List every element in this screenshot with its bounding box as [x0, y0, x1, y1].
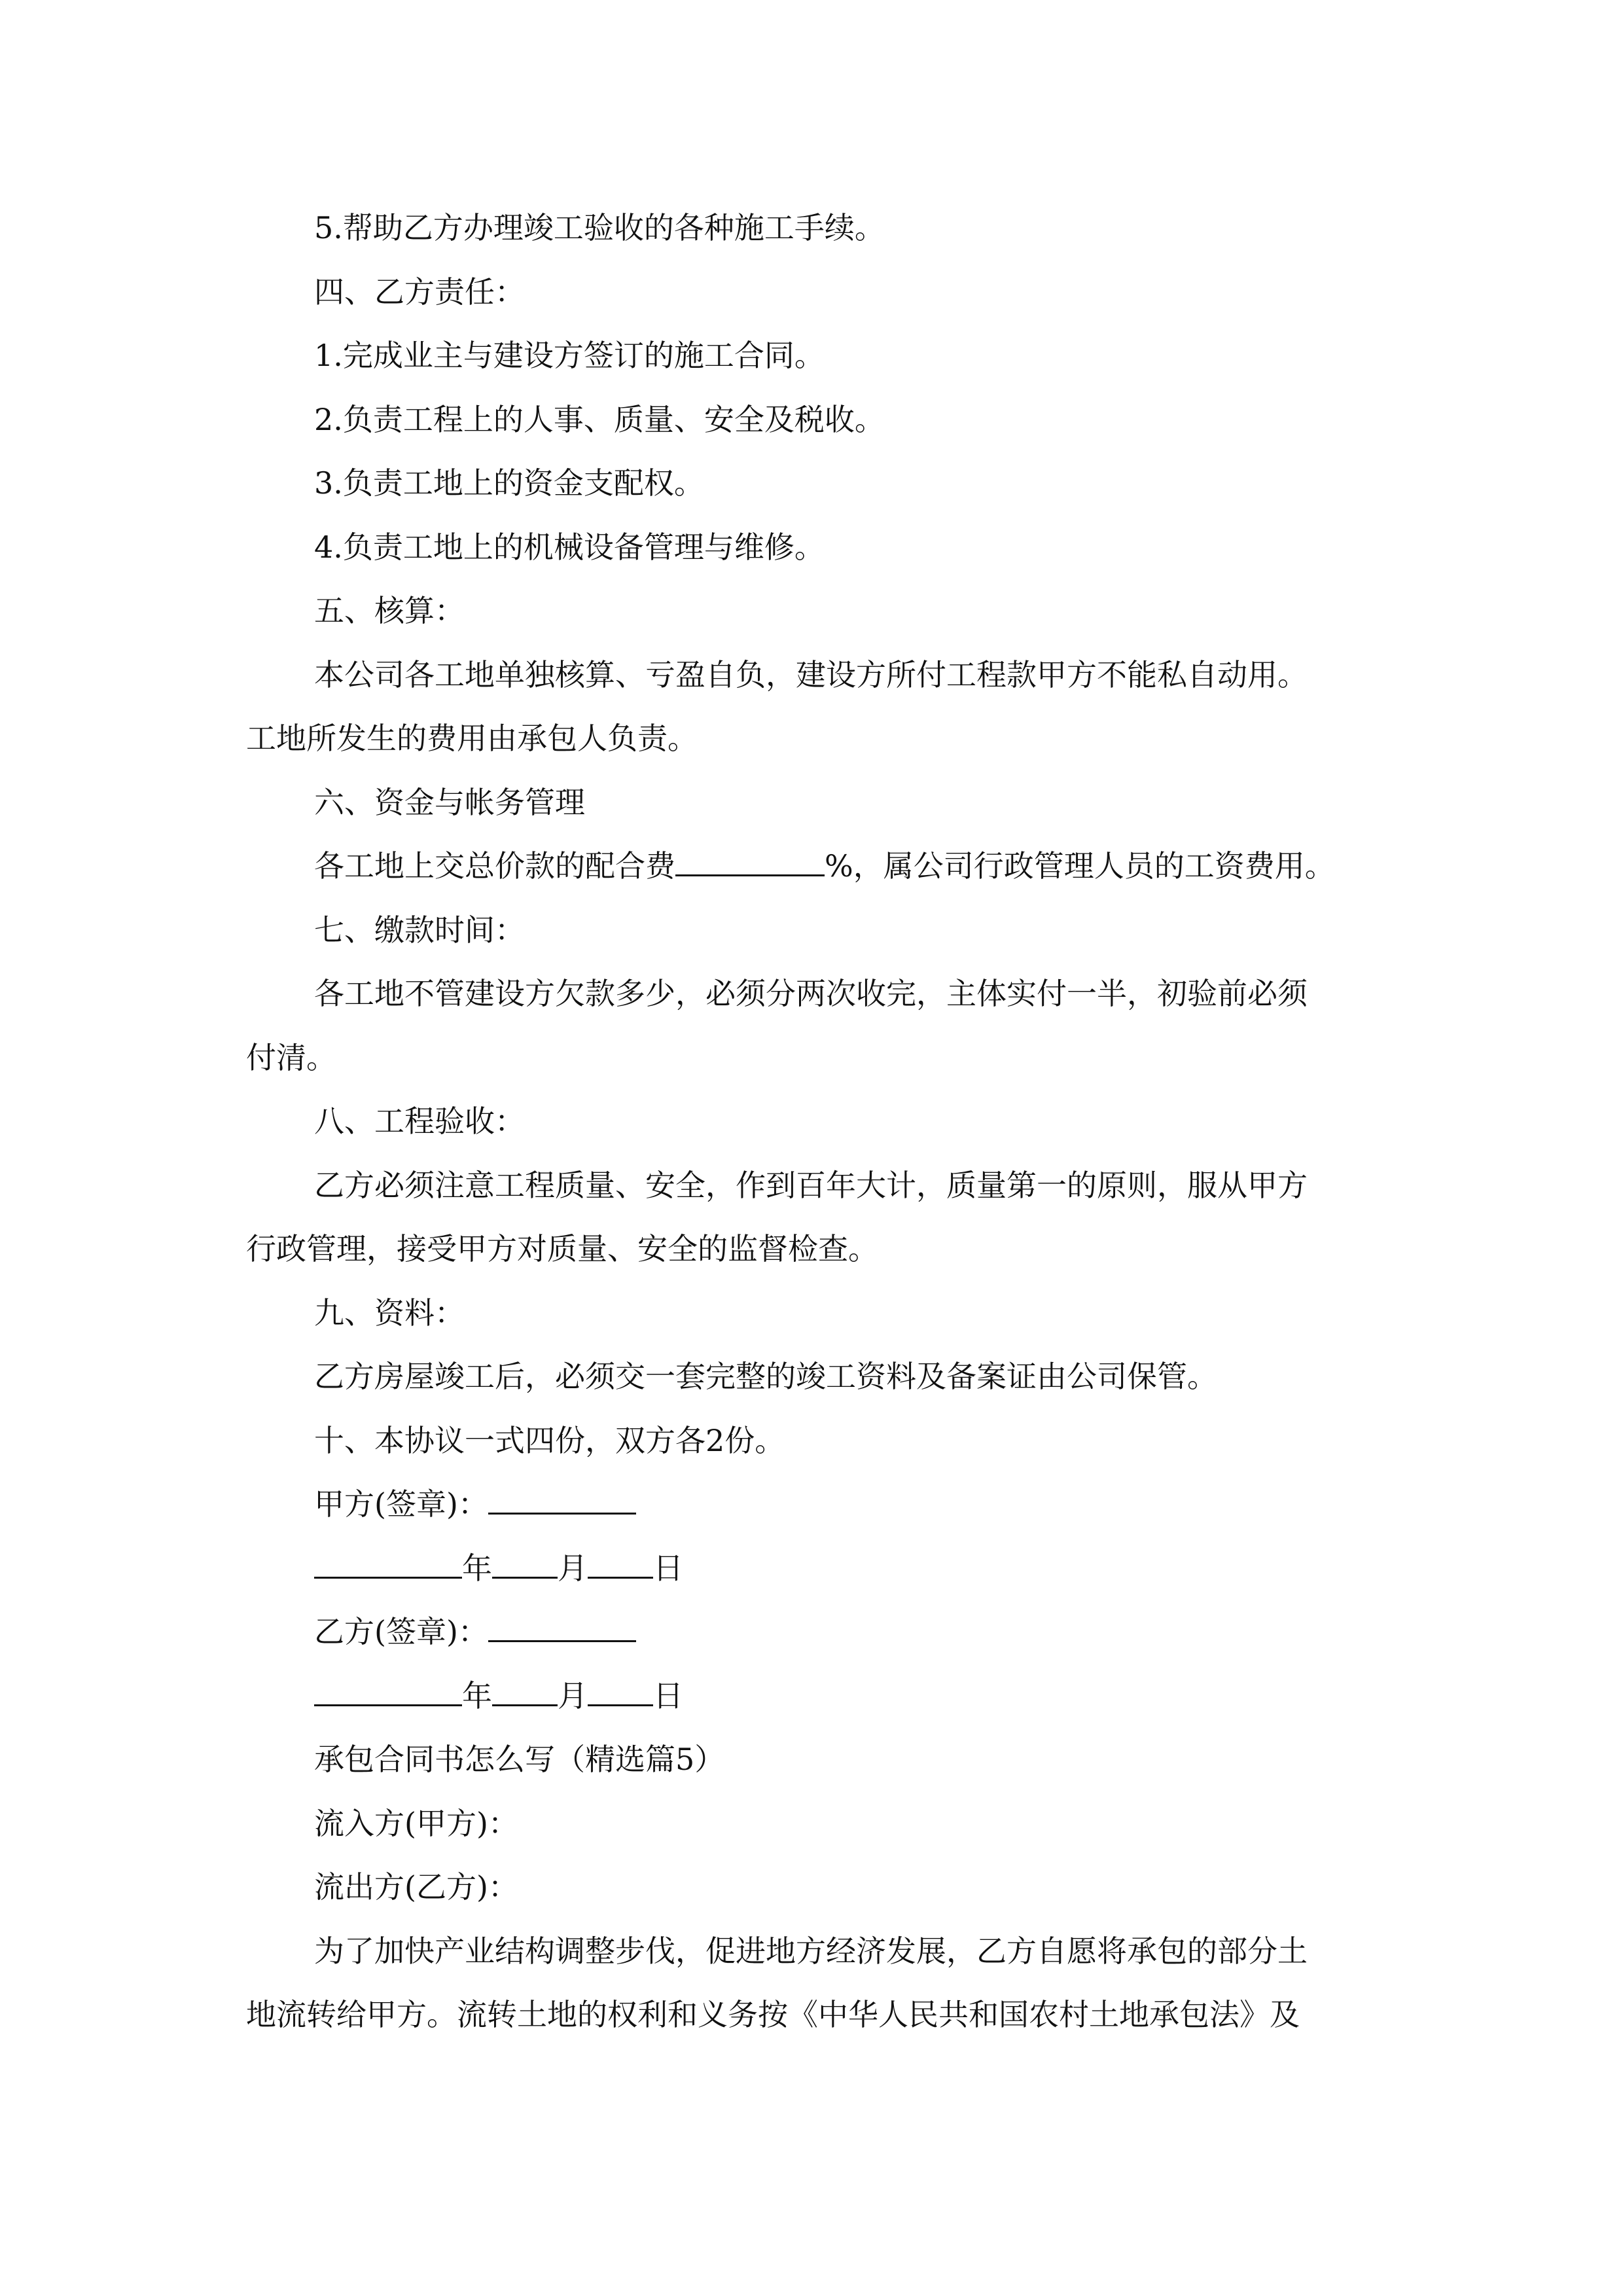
- section-heading-4: 四、乙方责任：: [314, 274, 525, 310]
- party-a-date: [246, 1537, 1398, 1601]
- paragraph-line: 乙方房屋竣工后，必须交一套完整的竣工资料及备案证由公司保管。: [314, 1359, 1217, 1394]
- paragraph-line: 工地所发生的费用由承包人负责。: [246, 721, 698, 756]
- fee-line: [246, 834, 1398, 899]
- clause-1: 1.完成业主与建设方签订的施工合同。: [314, 338, 825, 373]
- year-label: 年: [462, 1550, 492, 1586]
- signature-label: 乙方(签章)：: [314, 1614, 488, 1649]
- party-b-signature: [246, 1600, 1398, 1664]
- party-a-signature: [246, 1473, 1398, 1537]
- section-heading-10: 十、本协议一式四份，双方各2份。: [314, 1422, 785, 1458]
- contract-title: 承包合同书怎么写（精选篇5）: [314, 1742, 725, 1777]
- day-label: 日: [653, 1550, 683, 1586]
- clause-4: 4.负责工地上的机械设备管理与维修。: [314, 529, 825, 565]
- section-heading-5: 五、核算：: [314, 593, 465, 628]
- section-heading-7: 七、缴款时间：: [314, 912, 525, 948]
- paragraph-line: 为了加快产业结构调整步伐，促进地方经济发展，乙方自愿将承包的部分土: [314, 1933, 1308, 1969]
- paragraph-line: 行政管理，接受甲方对质量、安全的监督检查。: [246, 1231, 878, 1266]
- clause-5: 5.帮助乙方办理竣工验收的各种施工手续。: [314, 210, 885, 245]
- signature-label: 甲方(签章)：: [314, 1486, 488, 1522]
- party-b-date: [246, 1664, 1398, 1729]
- party-b-label: 流出方(乙方)：: [314, 1869, 518, 1905]
- paragraph-line: 付清。: [246, 1039, 336, 1075]
- clause-2: 2.负责工程上的人事、质量、安全及税收。: [314, 401, 885, 437]
- section-heading-9: 九、资料：: [314, 1295, 465, 1331]
- signature-blank: [488, 1484, 636, 1515]
- document-body: [246, 196, 1398, 2047]
- month-blank: [492, 1676, 558, 1706]
- fee-percent-blank: [675, 846, 825, 876]
- signature-blank: [488, 1611, 636, 1642]
- day-blank: [588, 1676, 653, 1706]
- paragraph-line: 本公司各工地单独核算、亏盈自负，建设方所付工程款甲方不能私自动用。: [314, 656, 1308, 692]
- day-label: 日: [653, 1677, 683, 1713]
- section-heading-8: 八、工程验收：: [314, 1103, 525, 1139]
- party-a-label: 流入方(甲方)：: [314, 1805, 518, 1841]
- month-label: 月: [558, 1550, 588, 1586]
- year-blank: [314, 1676, 462, 1706]
- month-label: 月: [558, 1677, 588, 1713]
- fee-line-text: %，属公司行政管理人员的工资费用。: [825, 848, 1335, 884]
- year-blank: [314, 1548, 462, 1579]
- clause-3: 3.负责工地上的资金支配权。: [314, 465, 704, 501]
- month-blank: [492, 1548, 558, 1579]
- paragraph-line: 地流转给甲方。流转土地的权利和义务按《中华人民共和国农村土地承包法》及: [246, 1997, 1300, 2032]
- fee-line-text: 各工地上交总价款的配合费: [314, 848, 675, 884]
- section-heading-6: 六、资金与帐务管理: [314, 784, 585, 820]
- day-blank: [588, 1548, 653, 1579]
- paragraph-line: 各工地不管建设方欠款多少，必须分两次收完，主体实付一半，初验前必须: [314, 976, 1308, 1011]
- year-label: 年: [462, 1677, 492, 1713]
- paragraph-line: 乙方必须注意工程质量、安全，作到百年大计，质量第一的原则，服从甲方: [314, 1167, 1308, 1203]
